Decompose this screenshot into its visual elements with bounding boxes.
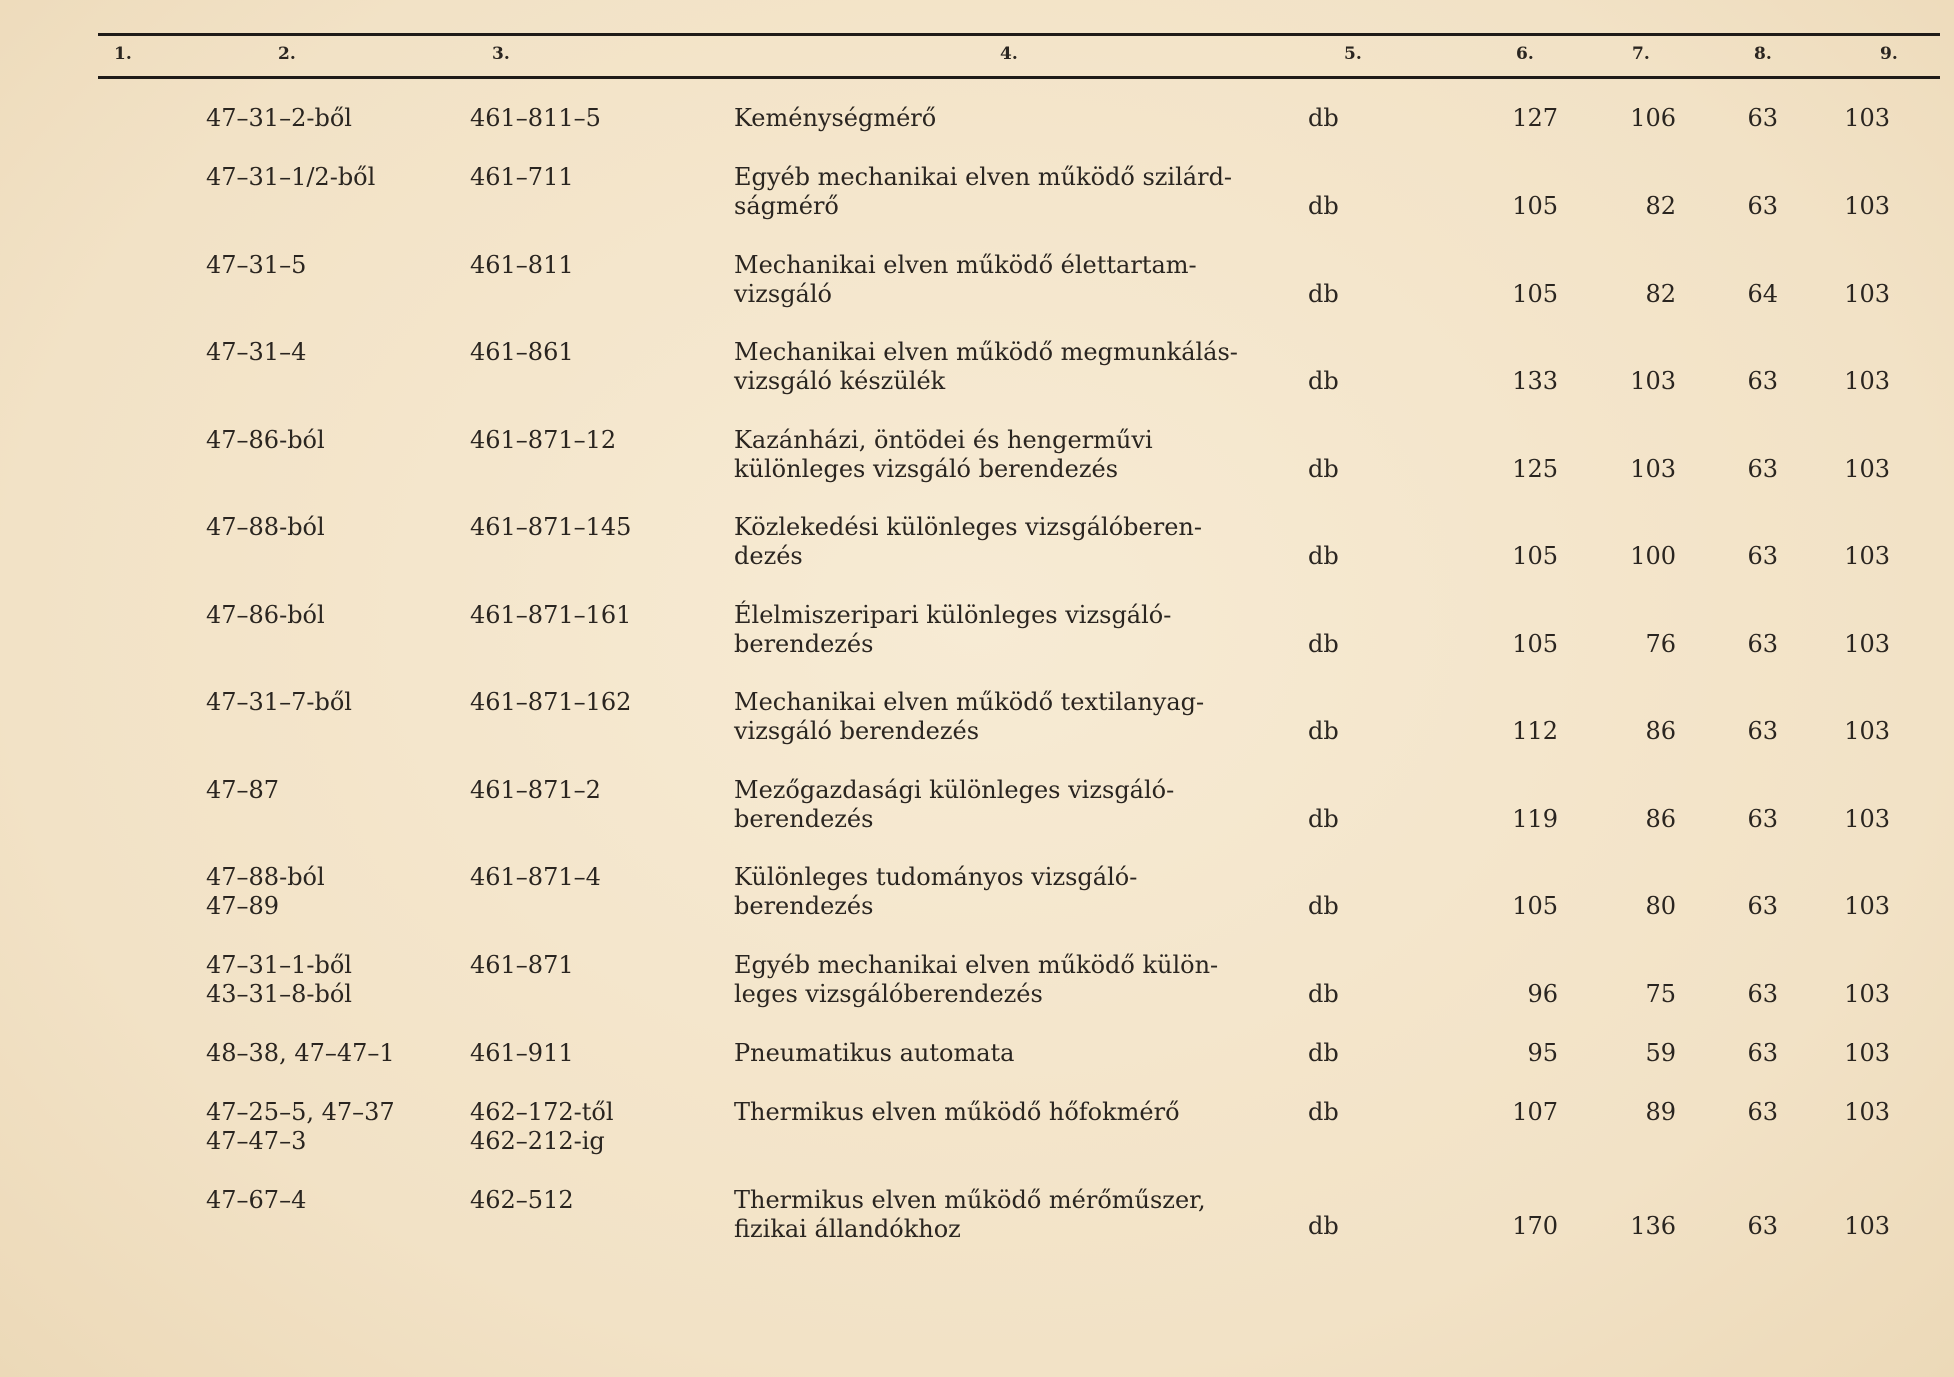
column-header-6: 6. <box>1516 44 1534 64</box>
table-row <box>0 1098 1954 1186</box>
cell-code-2: 47–86-ból <box>206 425 325 454</box>
cell-code-3: 461–871–162 <box>470 688 632 716</box>
header-bottom-rule <box>98 76 1940 79</box>
cell-value-9: 103 <box>1844 542 1890 570</box>
cell-value-6: 112 <box>1512 717 1558 745</box>
cell-value-7: 80 <box>1645 892 1676 920</box>
cell-unit: db <box>1308 892 1339 920</box>
cell-description: Mezőgazdasági különleges vizsgáló- berendezés <box>734 775 1175 833</box>
cell-description: Élelmiszeripari különleges vizsgáló- berendezés <box>734 600 1172 658</box>
cell-value-8: 63 <box>1747 104 1778 132</box>
cell-value-6: 170 <box>1512 1211 1558 1240</box>
cell-code-2: 47–86-ból <box>206 600 325 629</box>
cell-unit: db <box>1308 1097 1339 1126</box>
cell-value-8: 63 <box>1747 979 1778 1008</box>
cell-value-9: 103 <box>1844 1211 1890 1240</box>
cell-code-3: 461–811 <box>470 250 574 279</box>
cell-description: Egyéb mechanikai elven működő szilárd- ságmérő <box>734 163 1233 220</box>
column-header-4: 4. <box>1000 44 1018 64</box>
table-row <box>0 601 1954 689</box>
cell-value-6: 105 <box>1512 629 1558 658</box>
cell-unit: db <box>1308 104 1339 132</box>
cell-value-6: 125 <box>1512 454 1558 483</box>
cell-value-7: 76 <box>1645 629 1676 658</box>
cell-value-7: 82 <box>1645 279 1676 308</box>
cell-value-6: 107 <box>1512 1097 1558 1126</box>
cell-value-8: 63 <box>1747 542 1778 570</box>
table-row <box>0 338 1954 426</box>
column-header-5: 5. <box>1344 44 1362 64</box>
table-row <box>0 776 1954 864</box>
cell-value-9: 103 <box>1844 804 1890 833</box>
cell-code-2: 47–88-ból 47–89 <box>206 863 325 920</box>
cell-value-6: 133 <box>1512 367 1558 395</box>
cell-code-2: 47–67–4 <box>206 1185 307 1214</box>
cell-unit: db <box>1308 367 1339 395</box>
cell-value-9: 103 <box>1844 104 1890 132</box>
column-header-2: 2. <box>278 44 296 64</box>
column-header-1: 1. <box>114 44 132 64</box>
table-row <box>0 1039 1954 1098</box>
cell-value-8: 63 <box>1747 192 1778 220</box>
cell-value-9: 103 <box>1844 367 1890 395</box>
table-row <box>0 426 1954 514</box>
cell-unit: db <box>1308 279 1339 308</box>
cell-code-3: 462–512 <box>470 1185 574 1214</box>
cell-code-2: 47–88-ból <box>206 513 325 541</box>
cell-value-9: 103 <box>1844 979 1890 1008</box>
table-row <box>0 163 1954 251</box>
column-header-3: 3. <box>492 44 510 64</box>
cell-unit: db <box>1308 979 1339 1008</box>
cell-value-9: 103 <box>1844 192 1890 220</box>
cell-value-7: 75 <box>1645 979 1676 1008</box>
cell-code-2: 47–31–1-ből 43–31–8-ból <box>206 950 352 1008</box>
cell-value-7: 106 <box>1630 104 1676 132</box>
cell-value-6: 95 <box>1527 1038 1558 1067</box>
cell-value-9: 103 <box>1844 1038 1890 1067</box>
cell-value-8: 63 <box>1747 629 1778 658</box>
cell-description: Kazánházi, öntödei és hengerművi különleges vizsgáló berendezés <box>734 425 1153 483</box>
table-body <box>0 104 1954 1273</box>
cell-code-2: 47–31–2-ből <box>206 104 352 132</box>
cell-value-7: 86 <box>1645 717 1676 745</box>
cell-description: Thermikus elven működő mérőműszer, fizikai állandókhoz <box>734 1185 1206 1243</box>
cell-unit: db <box>1308 1211 1339 1240</box>
cell-code-2: 48–38, 47–47–1 <box>206 1038 395 1067</box>
cell-value-8: 63 <box>1747 1038 1778 1067</box>
table-row <box>0 513 1954 601</box>
cell-value-8: 63 <box>1747 1211 1778 1240</box>
cell-unit: db <box>1308 192 1339 220</box>
cell-description: Mechanikai elven működő megmunkálás- vizsgáló készülék <box>734 338 1238 395</box>
cell-code-3: 461–871–145 <box>470 513 632 541</box>
table-row <box>0 688 1954 776</box>
cell-description: Egyéb mechanikai elven működő külön- leges vizsgálóberendezés <box>734 950 1219 1008</box>
cell-code-3: 461–861 <box>470 338 574 366</box>
cell-value-9: 103 <box>1844 279 1890 308</box>
cell-code-2: 47–25–5, 47–37 47–47–3 <box>206 1097 395 1155</box>
column-header-9: 9. <box>1880 44 1898 64</box>
cell-description: Mechanikai elven működő textilanyag- vizsgáló berendezés <box>734 688 1205 745</box>
cell-code-3: 461–711 <box>470 163 574 191</box>
cell-value-6: 105 <box>1512 892 1558 920</box>
cell-value-7: 100 <box>1630 542 1676 570</box>
cell-value-7: 136 <box>1630 1211 1676 1240</box>
table-row <box>0 104 1954 163</box>
cell-code-2: 47–31–7-ből <box>206 688 352 716</box>
cell-code-3: 461–871–161 <box>470 600 632 629</box>
cell-unit: db <box>1308 717 1339 745</box>
cell-unit: db <box>1308 1038 1339 1067</box>
cell-value-9: 103 <box>1844 629 1890 658</box>
table-row <box>0 951 1954 1039</box>
cell-value-9: 103 <box>1844 1097 1890 1126</box>
cell-code-3: 461–911 <box>470 1038 574 1067</box>
cell-value-7: 103 <box>1630 367 1676 395</box>
table-row <box>0 863 1954 951</box>
cell-unit: db <box>1308 542 1339 570</box>
cell-value-8: 63 <box>1747 1097 1778 1126</box>
cell-value-8: 64 <box>1747 279 1778 308</box>
cell-value-8: 63 <box>1747 454 1778 483</box>
cell-value-8: 63 <box>1747 717 1778 745</box>
header-top-rule <box>98 33 1940 36</box>
cell-code-3: 461–871–12 <box>470 425 617 454</box>
cell-code-2: 47–87 <box>206 775 280 804</box>
cell-value-9: 103 <box>1844 892 1890 920</box>
cell-description: Thermikus elven működő hőfokmérő <box>734 1097 1180 1126</box>
cell-code-3: 461–871 <box>470 950 574 979</box>
cell-value-7: 82 <box>1645 192 1676 220</box>
column-header-8: 8. <box>1754 44 1772 64</box>
cell-value-7: 89 <box>1645 1097 1676 1126</box>
cell-unit: db <box>1308 804 1339 833</box>
cell-value-6: 119 <box>1512 804 1558 833</box>
column-header-7: 7. <box>1632 44 1650 64</box>
cell-description: Keménységmérő <box>734 104 937 132</box>
cell-description: Mechanikai elven működő élettartam- vizsgáló <box>734 250 1197 308</box>
cell-code-3: 461–871–2 <box>470 775 601 804</box>
cell-value-6: 105 <box>1512 279 1558 308</box>
cell-value-9: 103 <box>1844 454 1890 483</box>
cell-description: Közlekedési különleges vizsgálóberen- dezés <box>734 513 1202 570</box>
cell-value-7: 59 <box>1645 1038 1676 1067</box>
cell-value-6: 105 <box>1512 542 1558 570</box>
column-header-row <box>0 44 1954 72</box>
cell-value-8: 63 <box>1747 804 1778 833</box>
cell-value-7: 86 <box>1645 804 1676 833</box>
cell-description: Különleges tudományos vizsgáló- berendezés <box>734 863 1138 920</box>
cell-unit: db <box>1308 629 1339 658</box>
cell-code-3: 461–811–5 <box>470 104 601 132</box>
cell-value-6: 96 <box>1527 979 1558 1008</box>
cell-value-6: 105 <box>1512 192 1558 220</box>
table-row <box>0 1186 1954 1274</box>
cell-code-3: 462–172-től 462–212-ig <box>470 1097 614 1155</box>
cell-unit: db <box>1308 454 1339 483</box>
cell-value-8: 63 <box>1747 892 1778 920</box>
cell-value-8: 63 <box>1747 367 1778 395</box>
cell-description: Pneumatikus automata <box>734 1038 1015 1067</box>
cell-code-2: 47–31–1/2-ből <box>206 163 376 191</box>
cell-value-9: 103 <box>1844 717 1890 745</box>
cell-code-2: 47–31–4 <box>206 338 307 366</box>
cell-code-3: 461–871–4 <box>470 863 601 891</box>
cell-value-7: 103 <box>1630 454 1676 483</box>
cell-value-6: 127 <box>1512 104 1558 132</box>
table-row <box>0 251 1954 339</box>
cell-code-2: 47–31–5 <box>206 250 307 279</box>
